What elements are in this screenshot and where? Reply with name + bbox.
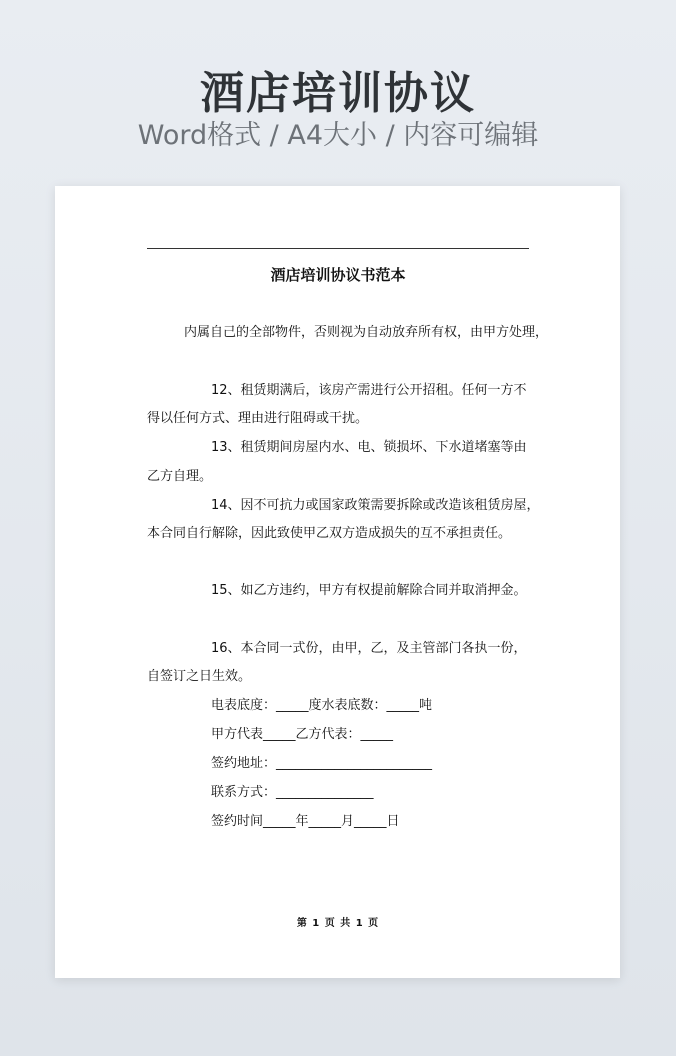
contact-line: 联系方式：_______________ — [211, 785, 374, 800]
body-line: 得以任何方式、理由进行阻碍或干扰。 — [147, 411, 369, 426]
body-line: 本合同自行解除，因此致使甲乙双方造成损失的互不承担责任。 — [147, 526, 512, 541]
document-page — [55, 186, 620, 978]
banner-title: 酒店培训协议 — [200, 68, 476, 119]
body-line: 12、租赁期满后，该房产需进行公开招租。任何一方不 — [211, 383, 527, 398]
meter-reading-line: 电表底度：_____度水表底数：_____吨 — [211, 698, 433, 713]
body-line: 内属自己的全部物件，否则视为自动放弃所有权，由甲方处理， — [184, 325, 549, 340]
body-line: 13、租赁期间房屋内水、电、锁损坏、下水道堵塞等由 — [211, 440, 527, 455]
signing-address-line: 签约地址：________________________ — [211, 756, 433, 771]
body-line: 14、因不可抗力或国家政策需要拆除或改造该租赁房屋， — [211, 498, 540, 513]
banner-subtitle: Word格式 / A4大小 / 内容可编辑 — [137, 120, 539, 151]
header-rule — [147, 248, 529, 249]
signing-date-line: 签约时间_____年_____月_____日 — [211, 814, 400, 829]
body-line: 16、本合同一式份，由甲，乙，及主管部门各执一份， — [211, 641, 527, 656]
representatives-line: 甲方代表_____乙方代表：_____ — [211, 727, 394, 742]
document-title: 酒店培训协议书范本 — [270, 266, 406, 284]
page-number: 第 1 页 共 1 页 — [296, 918, 380, 929]
body-line: 15、如乙方违约，甲方有权提前解除合同并取消押金。 — [211, 583, 527, 598]
body-line: 乙方自理。 — [147, 469, 213, 484]
body-line: 自签订之日生效。 — [147, 669, 252, 684]
